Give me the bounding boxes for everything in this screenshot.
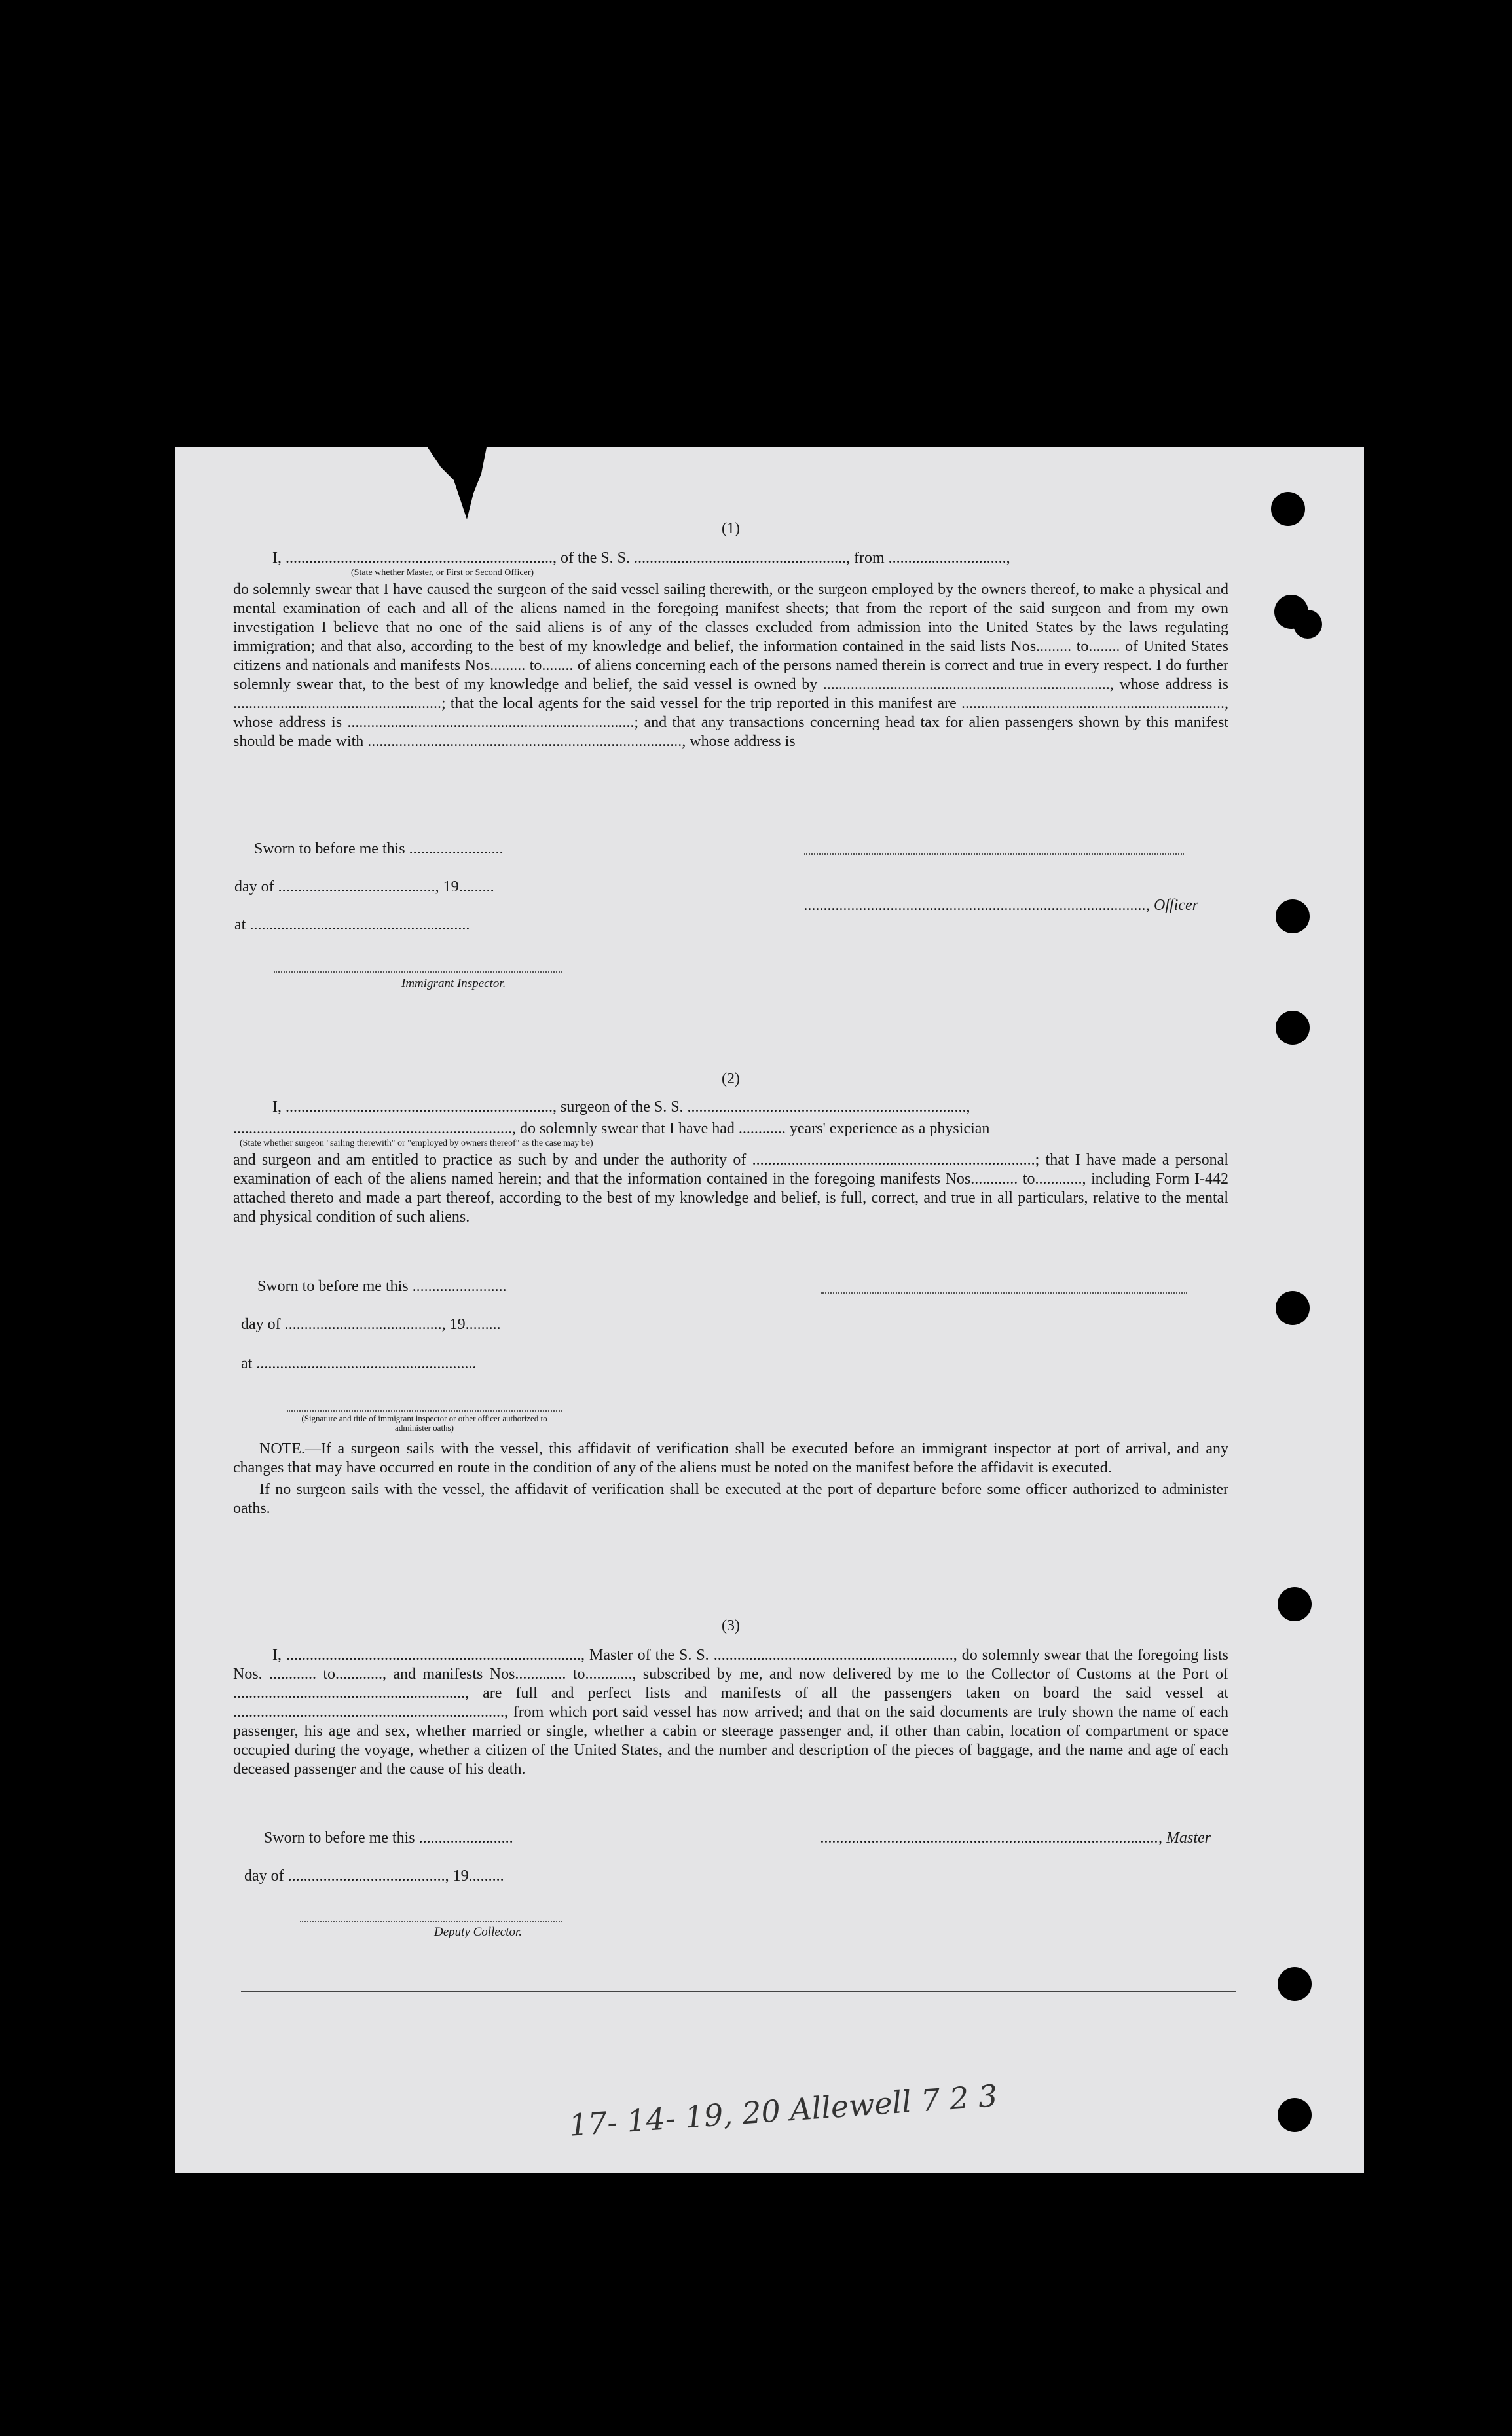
punch-hole (1276, 1011, 1310, 1045)
section-1-body: do solemnly swear that I have caused the surgeon of the said vessel sailing therewith, or the surgeon employed by the owners thereof, to make a physical and mental examination of each and all of the aliens named in the foregoing manifest sheets; that from the report of the said surgeon and from my own investigation I believe that no one of the said aliens is of any of the classes excluded from admission into the United States by the laws regulating immigration; and that also, according to the best of my knowledge and belief, the information contained in the said lists Nos......... to........ of United States citizens and nationals and manifests Nos......... to........ of aliens concerning each of the persons named therein is correct and true in every respect. I do further solemnly swear that, to the best of my knowledge and belief, the said vessel is owned by ........................................................................., whose address is .....................................................; that the local agents for the said vessel for the trip reported in this manifest are ..................................................................., whose address is .........................................................................; and that any transactions concerning head tax for alien passengers shown by this manifest should be made with ................................................................................, whose address is (233, 581, 1228, 750)
section-3-body: I, ..........................................................................., Master of the S. S. ............................................................., do solemnly swear that the foregoing lists Nos. ............ to............, and manifests Nos............. to............, subscribed by me, and now delivered by me to the Collector of Customs at the Port of ..........................................................., are full and perfect lists and manifests of all the passengers taken on board the said vessel at ....................................................................., from which port said vessel has now arrived; and that on the said documents are truly shown the name of each passenger, his age and sex, whether married or single, whether a cabin or steerage passenger and, if other than cabin, location of compartment or space occupied during the voyage, whether a citizen of the United States, and the number and description of the pieces of baggage, and the name and age of each deceased passenger and the cause of his death. (233, 1647, 1228, 1778)
section-3-number: (3) (722, 1617, 740, 1634)
section-2-at: at ........................................................ (241, 1355, 477, 1372)
section-2-day: day of ........................................, 19......... (241, 1316, 501, 1333)
section-1-line: I, ...................................................................., of the S. S. ......................................................, from .............................., (272, 550, 1010, 567)
officer-sign-line (287, 1410, 562, 1412)
section-3 (233, 1617, 1228, 1779)
section-2-note: (State whether surgeon "sailing therewith" or "employed by owners thereof" as the case may be) (240, 1138, 593, 1148)
punch-hole (1271, 492, 1305, 526)
section-3-sworn: Sworn to before me this ........................ (264, 1829, 513, 1846)
officer-sign-line-upper (804, 853, 1184, 855)
section-2-line1: I, ...................................................................., surgeon of the S. S. ......................................................................., (272, 1098, 970, 1115)
inspector-sign-line (274, 971, 562, 973)
note-paragraph-1: NOTE.—If a surgeon sails with the vessel, this affidavit of verification shall be executed before an immigrant inspector at port of arrival, and any changes that may have occurred en route in the condition of any of the aliens must be noted on the manifest before the affidavit is executed. (233, 1440, 1228, 1476)
section-2-notes (233, 1440, 1228, 1518)
section-1-officer: ......................................................................................., Officer (804, 897, 1198, 914)
section-1-inspector: Immigrant Inspector. (401, 977, 506, 990)
section-2-sworn: Sworn to before me this ........................ (257, 1278, 507, 1295)
section-1-at: at ........................................................ (234, 916, 470, 933)
section-2-number: (2) (722, 1070, 740, 1087)
section-2-body: and surgeon and am entitled to practice as such by and under the authority of ........................................................................; that I have made a personal examination of each of the aliens named herein; and that the information contained in the foregoing manifests Nos............ to............, including Form I-442 attached thereto and made a part thereof, according to the best of my knowledge and belief, is full, correct, and true in all particulars, relative to the mental and physical condition of such aliens. (233, 1152, 1228, 1226)
section-1-number: (1) (722, 520, 740, 537)
section-1-sworn: Sworn to before me this ........................ (254, 840, 504, 857)
punch-hole (1276, 899, 1310, 933)
section-2 (233, 1070, 1228, 1227)
punch-hole (1278, 1967, 1312, 2001)
punch-hole (1278, 1587, 1312, 1621)
punch-hole (1276, 1291, 1310, 1325)
section-3-master: ......................................................................................, Master (821, 1829, 1211, 1846)
section-3-collector: Deputy Collector. (434, 1925, 523, 1939)
bottom-rule (241, 1991, 1236, 1992)
surgeon-sign-line (821, 1292, 1187, 1294)
note-paragraph-2: If no surgeon sails with the vessel, the affidavit of verification shall be executed at the port of departure before some officer authorized to administer oaths. (233, 1481, 1228, 1517)
section-1 (233, 519, 1228, 751)
section-3-day: day of ........................................, 19......... (244, 1867, 504, 1884)
section-1-note: (State whether Master, or First or Second Officer) (351, 568, 534, 578)
punch-hole (1278, 2098, 1312, 2132)
manifest-page (175, 447, 1364, 2173)
collector-sign-line (300, 1921, 562, 1922)
torn-corner (428, 447, 487, 526)
section-2-line2: ......................................................................., do solemnly swear that I have had ............ years' experience as a physician (233, 1120, 990, 1137)
section-1-day: day of ........................................, 19......... (234, 878, 494, 895)
handwritten-annotation: 17- 14- 19, 20 Allewell 7 2 3 (567, 2078, 999, 2143)
punch-hole (1293, 610, 1322, 639)
section-2-signature-note: (Signature and title of immigrant inspector or other officer authorized to administer oaths) (301, 1414, 547, 1433)
